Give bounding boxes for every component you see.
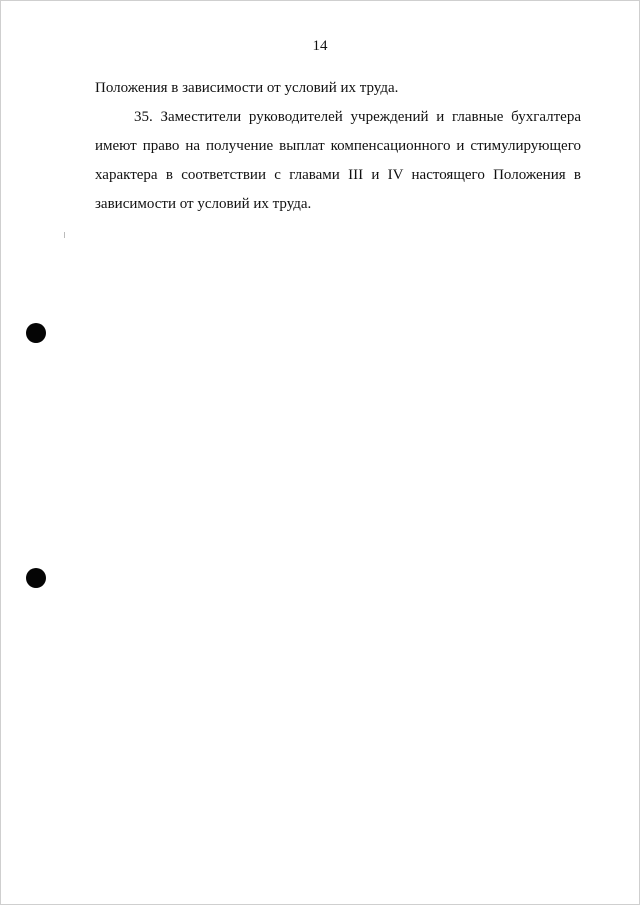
document-body [95,74,581,219]
punch-hole-bottom [26,568,46,588]
paragraph-35-line-4: зависимости от условий их труда. [95,196,312,212]
scan-speck [64,232,65,238]
punch-hole-top [26,323,46,343]
page-number: 14 [312,38,328,54]
paragraph-35-line-1: 35. Заместители руководителей учреждений и главные бухгалтера [134,109,581,125]
paragraph-35-line-2: имеют право на получение выплат компенсационного и стимулирующего [95,138,581,154]
text-line-1: Положения в зависимости от условий их труда. [95,80,399,96]
paragraph-35-line-3: характера в соответствии с главами III и IV настоящего Положения в [95,167,581,183]
